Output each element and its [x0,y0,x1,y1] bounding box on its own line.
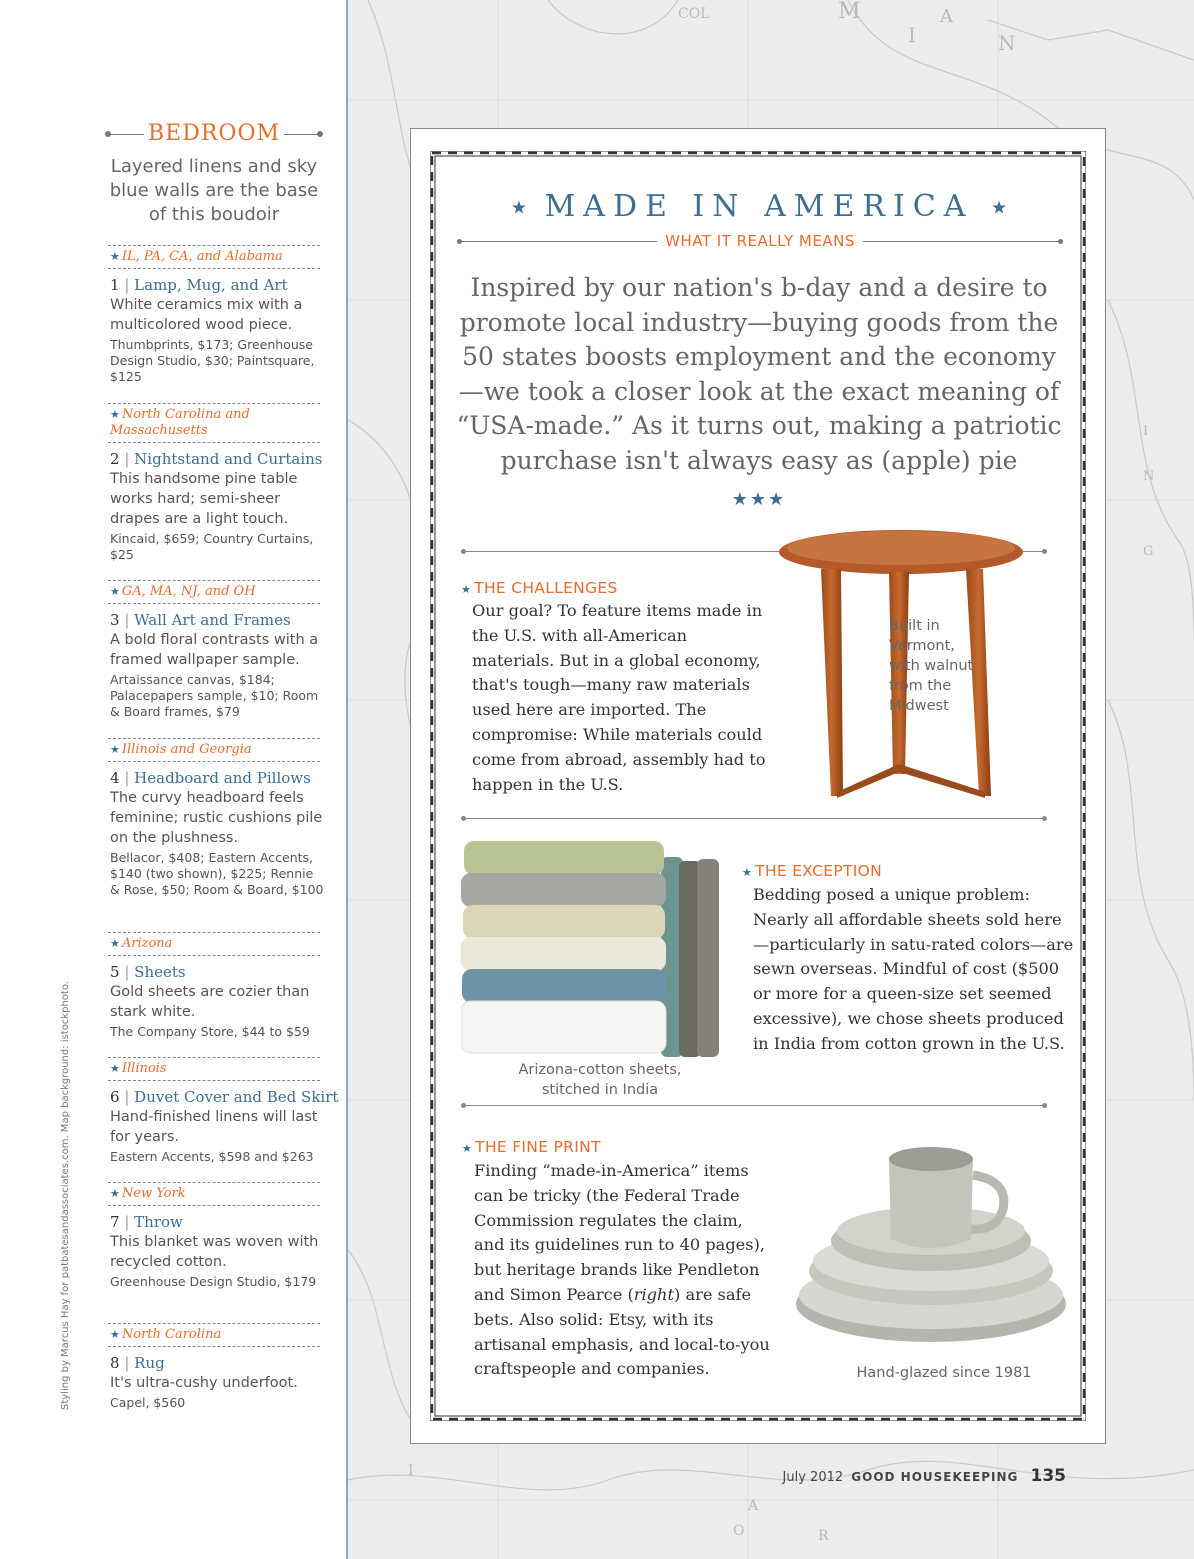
section-heading: ★ THE EXCEPTION [742,862,882,880]
map-label: A [940,6,953,27]
map-label: G [1143,544,1154,559]
star-icon: ★★★ [731,489,787,510]
intro-text: Inspired by our nation's b-day and a desire to promote local industry—buying goods from the 50 states boosts employment and the economy—we took a closer look at the exact meaning of “USA-made.” As it turns out, making a patriotic purchase isn't always easy as (apple) pie [456,273,1062,475]
item-source: Kincaid, $659; Country Curtains, $25 [110,531,314,562]
item-desc: Gold sheets are cozier than stark white. [110,984,310,1020]
item-region: ★ Illinois [108,1057,320,1081]
item-desc: Hand-finished linens will last for years. [110,1109,318,1145]
star-icon: ★ [110,743,120,756]
list-item: 1 | Lamp, Mug, and Art White ceramics mix with a multicolored wood piece. Thumbprints, $173; Greenhouse Design Studio, $30; Paintsquare, $125 [110,275,325,385]
sheets-image [461,841,741,1061]
item-desc: The curvy headboard feels feminine; rustic cushions pile on the plushness. [110,790,323,846]
star-icon: ★ [110,585,120,598]
list-item: 5 | Sheets Gold sheets are cozier than stark white. The Company Store, $44 to $59 [110,962,325,1040]
item-source: Artaissance canvas, $184; Palacepapers sample, $10; Room & Board frames, $79 [110,672,319,719]
star-icon: ★ [110,937,120,950]
section-body: Our goal? To feature items made in the U.S. with all-American materials. But in a global economy, that's tough—many raw materials used here are imported. The compromise: While materials could come from abroad, assembly had to happen in the U.S. [472,601,766,794]
photo-credit: Styling by Marcus Hay for patbatesandassociates.com. Map background: istockphoto. [60,981,71,1410]
item-region: ★ GA, MA, NJ, and OH [108,580,320,604]
list-item: 2 | Nightstand and Curtains This handsome pine table works hard; semi-sheer drapes are a light touch. Kincaid, $659; Country Curtains, $25 [110,449,325,563]
map-label: N [1143,469,1155,484]
image-caption: Hand-glazed since 1981 [856,1365,1032,1381]
room-heading [108,121,320,146]
room-title: BEDROOM [144,121,284,146]
section-divider [463,1105,1045,1106]
list-item: 7 | Throw This blanket was woven with recycled cotton. Greenhouse Design Studio, $179 [110,1212,325,1290]
sidebar [0,0,346,1559]
item-desc: It's ultra-cushy underfoot. [110,1375,298,1391]
article-subtitle: WHAT IT REALLY MEANS [657,232,863,250]
item-region: ★ IL, PA, CA, and Alabama [108,245,320,269]
star-icon: ★ [110,1328,120,1341]
star-icon: ★ [110,250,120,263]
article-title: ★ MADE IN AMERICA ★ [510,189,1008,224]
item-title: Throw [134,1213,183,1231]
item-desc: A bold floral contrasts with a framed wallpaper sample. [110,632,319,668]
map-label: COL [678,6,710,22]
map-label: R [818,1528,829,1544]
section-body: Finding “made-in-America” items can be tricky (the Federal Trade Commission regulates the claim, and its guidelines run to 40 pages), but heritage brands like Pendleton and Simon Pearce (right) are safe bets. Also solid: Etsy, with its artisanal emphasis, and local-to-you craftspeople and companies. [474,1161,770,1379]
section-heading: ★ THE FINE PRINT [462,1138,601,1156]
item-title: Duvet Cover and Bed Skirt [134,1088,339,1106]
list-item: 6 | Duvet Cover and Bed Skirt Hand-finished linens will last for years. Eastern Accents, $598 and $263 [110,1088,339,1164]
map-label: I [408,1463,414,1479]
item-source: Capel, $560 [110,1395,186,1410]
item-title: Sheets [134,963,186,981]
item-desc: This handsome pine table works hard; semi-sheer drapes are a light touch. [110,471,298,527]
image-caption: Built in Vermont, with walnut from the Midwest [889,618,974,714]
item-source: Greenhouse Design Studio, $179 [110,1274,317,1289]
subtitle-rule [459,231,1061,251]
item-desc: White ceramics mix with a multicolored wood piece. [110,297,303,333]
item-region: ★ Arizona [108,932,320,956]
item-title: Lamp, Mug, and Art [134,276,288,294]
star-icon: ★ [110,1187,120,1200]
item-source: Eastern Accents, $598 and $263 [110,1149,314,1164]
dinnerware-image [791,1129,1071,1359]
star-icon: ★ [110,1062,120,1075]
item-title: Wall Art and Frames [134,611,291,629]
list-item: 8 | Rug It's ultra-cushy underfoot. Capel, $560 [110,1353,325,1411]
list-item: 3 | Wall Art and Frames A bold floral contrasts with a framed wallpaper sample. Artaissance canvas, $184; Palacepapers sample, $10; Room & Board frames, $79 [110,610,325,720]
map-label: I [908,23,916,47]
item-region: ★ Illinois and Georgia [108,738,320,762]
item-source: Thumbprints, $173; Greenhouse Design Studio, $30; Paintsquare, $125 [110,337,315,384]
item-desc: This blanket was woven with recycled cotton. [110,1234,319,1270]
page-number: 135 [1030,1466,1066,1486]
image-caption: Arizona-cotton sheets, stitched in India [518,1062,682,1098]
magazine-name: GOOD HOUSEKEEPING [851,1470,1019,1484]
item-region: ★ North Carolina and Massachusetts [108,403,320,443]
star-icon: ★ [110,408,120,421]
item-title: Nightstand and Curtains [134,450,323,468]
star-icon: ★ [510,197,528,219]
item-region: ★ New York [108,1182,320,1206]
list-item: 4 | Headboard and Pillows The curvy headboard feels feminine; rustic cushions pile on the plushness. Bellacor, $408; Eastern Accents, $140 (two shown), $225; Rennie & Rose, $50; Room & Board, $100 [110,769,324,897]
map-label: A [748,1498,759,1514]
map-label: O [733,1523,745,1539]
section-heading: ★ THE CHALLENGES [461,579,618,597]
article-card [410,128,1106,1444]
item-title: Headboard and Pillows [134,769,311,787]
map-label: M [838,0,861,24]
item-region: ★ North Carolina [108,1323,320,1347]
item-source: Bellacor, $408; Eastern Accents, $140 (two shown), $225; Rennie & Rose, $50; Room & Board, $100 [110,850,324,897]
star-icon: ★ [990,197,1008,219]
issue-date: July 2012 [782,1470,844,1485]
star-icon: ★ [742,866,753,879]
star-icon: ★ [461,583,472,596]
page-footer [783,1466,1066,1486]
item-title: Rug [134,1354,165,1372]
section-body: Bedding posed a unique problem: Nearly all affordable sheets sold here—particularly in satu-rated colors—are sewn overseas. Mindful of cost ($500 or more for a queen-size set seemed excessive), we chose sheets produced in India from cotton grown in the U.S. [753,885,1074,1053]
map-label: I [1143,424,1149,439]
room-subtitle: Layered linens and sky blue walls are the base of this boudoir [109,156,319,225]
map-label: N [998,31,1016,55]
star-icon: ★ [462,1142,473,1155]
item-source: The Company Store, $44 to $59 [110,1024,310,1039]
